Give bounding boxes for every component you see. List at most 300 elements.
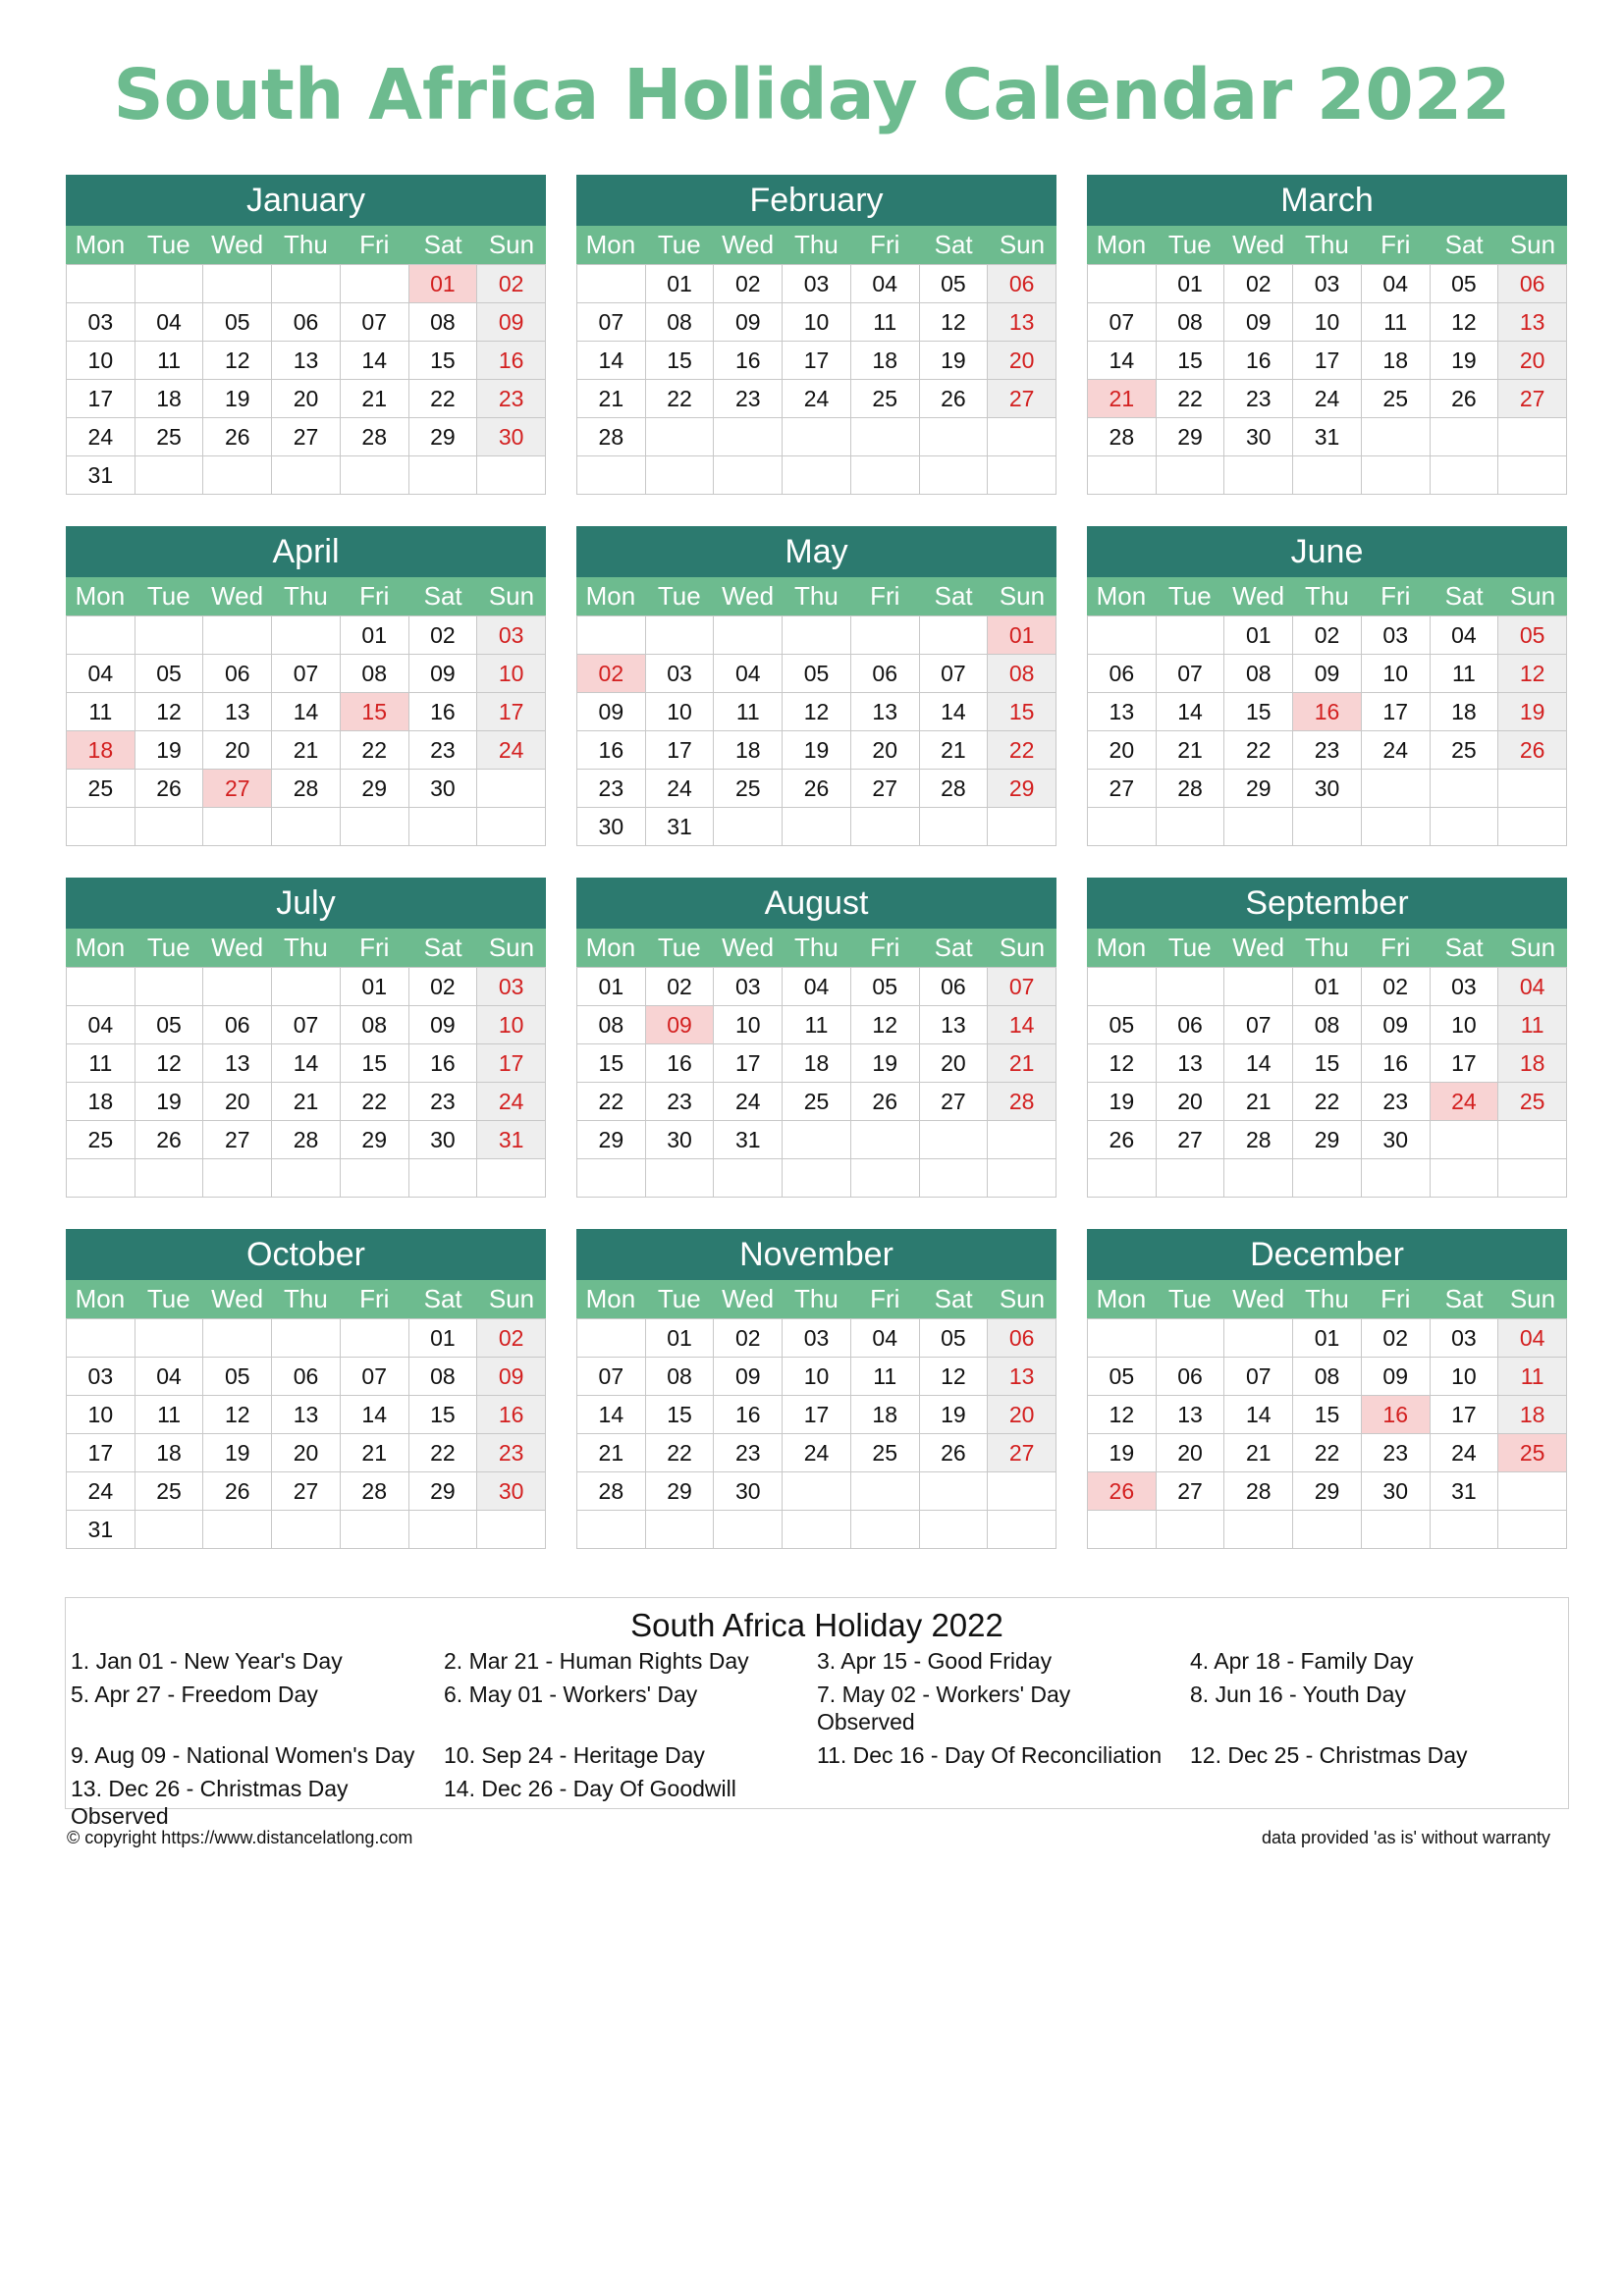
- day-cell: 09: [409, 655, 478, 693]
- day-cell: 14: [272, 1044, 341, 1083]
- empty-cell: [67, 1319, 135, 1358]
- day-cell: 08: [1293, 1006, 1362, 1044]
- weekday-header: [1087, 577, 1567, 615]
- day-cell: 09: [714, 303, 783, 342]
- empty-cell: [577, 616, 646, 655]
- day-cell: 07: [341, 1358, 409, 1396]
- day-cell: 16: [646, 1044, 715, 1083]
- month-title: January: [66, 175, 546, 226]
- day-cell: 15: [1224, 693, 1293, 731]
- weekday-label: Sat: [934, 581, 973, 611]
- day-cell: 01: [646, 1319, 715, 1358]
- weekday-label: Mon: [75, 230, 126, 259]
- empty-cell: [203, 456, 272, 495]
- day-cell: 17: [783, 342, 851, 380]
- day-cell: 14: [988, 1006, 1056, 1044]
- empty-cell: [135, 456, 204, 495]
- day-cell: 27: [272, 418, 341, 456]
- weekday-label: Thu: [284, 1284, 328, 1313]
- day-cell: 18: [851, 1396, 920, 1434]
- day-cell: 13: [988, 1358, 1056, 1396]
- day-cell: 21: [920, 731, 989, 770]
- empty-cell: [272, 1319, 341, 1358]
- empty-cell: [783, 1472, 851, 1511]
- day-cell: 16: [477, 1396, 546, 1434]
- weekday-label: Wed: [211, 581, 264, 611]
- weekday-label: Sat: [423, 933, 462, 962]
- day-cell: 09: [577, 693, 646, 731]
- day-cell: 02: [714, 265, 783, 303]
- day-cell: 08: [1224, 655, 1293, 693]
- day-cell: 16: [409, 693, 478, 731]
- day-cell: 17: [646, 731, 715, 770]
- day-cell: 07: [272, 655, 341, 693]
- empty-cell: [1498, 1511, 1567, 1549]
- month-title: December: [1087, 1229, 1567, 1280]
- day-cell: 14: [1157, 693, 1225, 731]
- weekday-label: Tue: [657, 933, 701, 962]
- day-cell: 28: [577, 418, 646, 456]
- day-cell: 23: [409, 1083, 478, 1121]
- day-cell: 28: [920, 770, 989, 808]
- empty-cell: [203, 968, 272, 1006]
- holiday-item: 8. Jun 16 - Youth Day: [1190, 1682, 1406, 1707]
- day-cell: 06: [1157, 1006, 1225, 1044]
- empty-cell: [203, 808, 272, 846]
- day-cell: 10: [1362, 655, 1431, 693]
- month-title: March: [1087, 175, 1567, 226]
- day-cell: 07: [272, 1006, 341, 1044]
- day-cell: 11: [1431, 655, 1499, 693]
- day-cell: 28: [1224, 1472, 1293, 1511]
- empty-cell: [409, 1511, 478, 1549]
- day-cell: 12: [920, 303, 989, 342]
- holiday-item: 9. Aug 09 - National Women's Day: [71, 1742, 415, 1768]
- day-cell: 11: [135, 1396, 204, 1434]
- weekday-header: [1087, 1280, 1567, 1318]
- day-cell: 26: [1498, 731, 1567, 770]
- empty-cell: [477, 770, 546, 808]
- empty-cell: [135, 1319, 204, 1358]
- weekday-label: Mon: [585, 230, 636, 259]
- holiday-day-cell: 27: [203, 770, 272, 808]
- empty-cell: [783, 1511, 851, 1549]
- day-cell: 22: [341, 731, 409, 770]
- day-cell: 25: [783, 1083, 851, 1121]
- day-cell: 18: [1431, 693, 1499, 731]
- day-cell: 01: [341, 968, 409, 1006]
- day-cell: 03: [1362, 616, 1431, 655]
- month-july: [66, 878, 546, 1203]
- empty-cell: [577, 1511, 646, 1549]
- day-cell: 02: [1224, 265, 1293, 303]
- day-cell: 08: [341, 655, 409, 693]
- day-cell: 18: [714, 731, 783, 770]
- day-cell: 27: [1088, 770, 1157, 808]
- empty-cell: [1431, 1511, 1499, 1549]
- holiday-day-cell: 18: [67, 731, 135, 770]
- empty-cell: [272, 616, 341, 655]
- day-cell: 14: [1224, 1044, 1293, 1083]
- day-cell: 14: [272, 693, 341, 731]
- day-cell: 10: [1431, 1358, 1499, 1396]
- day-cell: 18: [851, 342, 920, 380]
- weekday-header: [66, 929, 546, 967]
- day-cell: 07: [1157, 655, 1225, 693]
- empty-cell: [1157, 1511, 1225, 1549]
- empty-cell: [783, 808, 851, 846]
- day-cell: 21: [577, 1434, 646, 1472]
- weekday-header: [66, 226, 546, 264]
- day-cell: 08: [409, 1358, 478, 1396]
- weekday-label: Thu: [794, 581, 839, 611]
- day-cell: 23: [477, 1434, 546, 1472]
- day-cell: 29: [988, 770, 1056, 808]
- month-title: June: [1087, 526, 1567, 577]
- holiday-item: 11. Dec 16 - Day Of Reconciliation: [817, 1742, 1163, 1768]
- day-cell: 17: [1431, 1044, 1499, 1083]
- day-cell: 26: [1088, 1121, 1157, 1159]
- empty-cell: [783, 418, 851, 456]
- weekday-label: Sun: [1509, 581, 1556, 611]
- day-cell: 15: [409, 342, 478, 380]
- empty-cell: [1498, 1121, 1567, 1159]
- day-cell: 17: [1431, 1396, 1499, 1434]
- day-cell: 20: [988, 1396, 1056, 1434]
- day-cell: 15: [1293, 1044, 1362, 1083]
- day-cell: 11: [851, 1358, 920, 1396]
- holiday-list: [66, 1647, 1568, 1830]
- day-cell: 30: [714, 1472, 783, 1511]
- weekday-label: Wed: [1232, 230, 1285, 259]
- day-cell: 29: [341, 1121, 409, 1159]
- day-cell: 08: [577, 1006, 646, 1044]
- day-grid: [576, 615, 1056, 846]
- day-cell: 17: [783, 1396, 851, 1434]
- empty-cell: [646, 456, 715, 495]
- day-cell: 20: [988, 342, 1056, 380]
- day-cell: 10: [1431, 1006, 1499, 1044]
- weekday-label: Wed: [1232, 933, 1285, 962]
- day-cell: 03: [477, 616, 546, 655]
- empty-cell: [1293, 456, 1362, 495]
- weekday-label: Sun: [1509, 230, 1556, 259]
- day-cell: 26: [135, 1121, 204, 1159]
- day-cell: 21: [272, 731, 341, 770]
- empty-cell: [920, 1511, 989, 1549]
- weekday-header: [66, 1280, 546, 1318]
- empty-cell: [1362, 1159, 1431, 1198]
- empty-cell: [135, 968, 204, 1006]
- day-cell: 12: [203, 342, 272, 380]
- weekday-label: Wed: [1232, 1284, 1285, 1313]
- day-cell: 16: [477, 342, 546, 380]
- month-november: [576, 1229, 1056, 1555]
- weekday-label: Thu: [284, 230, 328, 259]
- empty-cell: [1157, 808, 1225, 846]
- empty-cell: [1293, 1159, 1362, 1198]
- day-cell: 13: [920, 1006, 989, 1044]
- day-cell: 10: [783, 303, 851, 342]
- month-title: April: [66, 526, 546, 577]
- empty-cell: [1362, 1511, 1431, 1549]
- day-cell: 28: [1224, 1121, 1293, 1159]
- day-cell: 22: [409, 380, 478, 418]
- day-cell: 28: [1088, 418, 1157, 456]
- day-cell: 01: [1293, 968, 1362, 1006]
- empty-cell: [577, 265, 646, 303]
- empty-cell: [1431, 456, 1499, 495]
- day-cell: 21: [1224, 1434, 1293, 1472]
- day-cell: 04: [1498, 968, 1567, 1006]
- empty-cell: [851, 808, 920, 846]
- weekday-label: Wed: [722, 1284, 775, 1313]
- day-cell: 16: [1362, 1044, 1431, 1083]
- empty-cell: [1088, 616, 1157, 655]
- weekday-label: Fri: [870, 230, 900, 259]
- month-title: July: [66, 878, 546, 929]
- day-cell: 20: [1498, 342, 1567, 380]
- empty-cell: [135, 265, 204, 303]
- empty-cell: [1157, 456, 1225, 495]
- day-cell: 29: [646, 1472, 715, 1511]
- day-cell: 10: [477, 1006, 546, 1044]
- empty-cell: [409, 808, 478, 846]
- day-cell: 11: [1498, 1006, 1567, 1044]
- day-cell: 29: [1293, 1121, 1362, 1159]
- day-cell: 26: [1431, 380, 1499, 418]
- weekday-label: Wed: [211, 1284, 264, 1313]
- holiday-item: 12. Dec 25 - Christmas Day: [1190, 1742, 1468, 1768]
- day-cell: 31: [1431, 1472, 1499, 1511]
- day-cell: 23: [1362, 1434, 1431, 1472]
- empty-cell: [783, 616, 851, 655]
- month-august: [576, 878, 1056, 1203]
- empty-cell: [783, 1159, 851, 1198]
- day-cell: 01: [1224, 616, 1293, 655]
- day-cell: 11: [714, 693, 783, 731]
- empty-cell: [851, 1511, 920, 1549]
- day-cell: 26: [203, 418, 272, 456]
- day-cell: 10: [67, 1396, 135, 1434]
- holiday-item: 13. Dec 26 - Christmas Day Observed: [71, 1776, 349, 1829]
- empty-cell: [920, 418, 989, 456]
- day-cell: 27: [1157, 1121, 1225, 1159]
- empty-cell: [988, 1511, 1056, 1549]
- day-cell: 12: [1088, 1396, 1157, 1434]
- weekday-label: Sat: [1444, 933, 1484, 962]
- weekday-label: Tue: [657, 581, 701, 611]
- day-cell: 28: [1157, 770, 1225, 808]
- day-cell: 22: [1293, 1434, 1362, 1472]
- month-title: August: [576, 878, 1056, 929]
- weekday-label: Mon: [585, 933, 636, 962]
- weekday-label: Sun: [488, 1284, 535, 1313]
- day-cell: 12: [783, 693, 851, 731]
- weekday-label: Tue: [1167, 1284, 1212, 1313]
- day-cell: 30: [409, 770, 478, 808]
- month-october: [66, 1229, 546, 1555]
- day-cell: 12: [1088, 1044, 1157, 1083]
- day-cell: 19: [1498, 693, 1567, 731]
- day-cell: 05: [135, 655, 204, 693]
- day-cell: 18: [1498, 1044, 1567, 1083]
- weekday-label: Mon: [75, 581, 126, 611]
- day-cell: 16: [577, 731, 646, 770]
- empty-cell: [1088, 1511, 1157, 1549]
- empty-cell: [920, 1472, 989, 1511]
- day-cell: 12: [135, 693, 204, 731]
- day-cell: 01: [646, 265, 715, 303]
- day-cell: 24: [477, 731, 546, 770]
- weekday-label: Sat: [1444, 581, 1484, 611]
- empty-cell: [1157, 616, 1225, 655]
- empty-cell: [851, 418, 920, 456]
- day-cell: 27: [203, 1121, 272, 1159]
- empty-cell: [1088, 1159, 1157, 1198]
- day-grid: [1087, 615, 1567, 846]
- month-title: May: [576, 526, 1056, 577]
- day-cell: 13: [1157, 1044, 1225, 1083]
- day-cell: 02: [1362, 968, 1431, 1006]
- day-grid: [576, 967, 1056, 1198]
- day-cell: 10: [646, 693, 715, 731]
- day-cell: 23: [1224, 380, 1293, 418]
- day-cell: 05: [203, 1358, 272, 1396]
- empty-cell: [714, 1159, 783, 1198]
- day-cell: 06: [1157, 1358, 1225, 1396]
- day-cell: 10: [67, 342, 135, 380]
- weekday-label: Mon: [1096, 933, 1147, 962]
- day-cell: 22: [409, 1434, 478, 1472]
- day-cell: 27: [1157, 1472, 1225, 1511]
- day-cell: 31: [67, 456, 135, 495]
- empty-cell: [714, 808, 783, 846]
- empty-cell: [341, 808, 409, 846]
- day-cell: 04: [1498, 1319, 1567, 1358]
- day-cell: 01: [1157, 265, 1225, 303]
- day-cell: 17: [1293, 342, 1362, 380]
- day-cell: 30: [477, 418, 546, 456]
- day-cell: 13: [1088, 693, 1157, 731]
- day-cell: 09: [477, 1358, 546, 1396]
- weekday-header: [576, 929, 1056, 967]
- holiday-day-cell: 01: [988, 616, 1056, 655]
- empty-cell: [851, 1159, 920, 1198]
- empty-cell: [67, 265, 135, 303]
- empty-cell: [1088, 1319, 1157, 1358]
- empty-cell: [1498, 1159, 1567, 1198]
- month-september: [1087, 878, 1567, 1203]
- day-cell: 13: [1157, 1396, 1225, 1434]
- day-cell: 14: [577, 342, 646, 380]
- weekday-label: Sun: [999, 581, 1046, 611]
- day-cell: 19: [135, 731, 204, 770]
- empty-cell: [1431, 1159, 1499, 1198]
- empty-cell: [988, 1472, 1056, 1511]
- day-cell: 23: [409, 731, 478, 770]
- day-cell: 07: [577, 303, 646, 342]
- day-cell: 05: [203, 303, 272, 342]
- day-cell: 19: [851, 1044, 920, 1083]
- day-cell: 09: [1293, 655, 1362, 693]
- day-grid: [1087, 967, 1567, 1198]
- empty-cell: [1362, 808, 1431, 846]
- holiday-item: 3. Apr 15 - Good Friday: [817, 1648, 1053, 1674]
- day-cell: 25: [67, 770, 135, 808]
- empty-cell: [203, 265, 272, 303]
- empty-cell: [1498, 456, 1567, 495]
- weekday-label: Tue: [1167, 581, 1212, 611]
- day-cell: 17: [67, 1434, 135, 1472]
- day-cell: 28: [341, 1472, 409, 1511]
- day-cell: 04: [714, 655, 783, 693]
- empty-cell: [1431, 1121, 1499, 1159]
- day-cell: 24: [783, 380, 851, 418]
- day-cell: 11: [1362, 303, 1431, 342]
- day-cell: 15: [646, 342, 715, 380]
- day-cell: 08: [646, 303, 715, 342]
- empty-cell: [1088, 456, 1157, 495]
- empty-cell: [203, 1159, 272, 1198]
- empty-cell: [988, 1121, 1056, 1159]
- day-cell: 30: [1224, 418, 1293, 456]
- day-cell: 29: [409, 418, 478, 456]
- empty-cell: [1224, 1319, 1293, 1358]
- weekday-header: [1087, 929, 1567, 967]
- empty-cell: [646, 418, 715, 456]
- day-cell: 30: [1293, 770, 1362, 808]
- empty-cell: [477, 1159, 546, 1198]
- day-cell: 07: [988, 968, 1056, 1006]
- day-cell: 14: [920, 693, 989, 731]
- day-grid: [1087, 1318, 1567, 1549]
- day-cell: 07: [1224, 1006, 1293, 1044]
- day-cell: 13: [988, 303, 1056, 342]
- weekday-label: Wed: [211, 230, 264, 259]
- weekday-label: Mon: [75, 1284, 126, 1313]
- day-cell: 19: [135, 1083, 204, 1121]
- empty-cell: [203, 1319, 272, 1358]
- month-march: [1087, 175, 1567, 501]
- day-cell: 06: [1498, 265, 1567, 303]
- day-cell: 22: [1224, 731, 1293, 770]
- day-cell: 02: [646, 968, 715, 1006]
- day-cell: 08: [1157, 303, 1225, 342]
- empty-cell: [1157, 1319, 1225, 1358]
- empty-cell: [920, 1121, 989, 1159]
- day-cell: 18: [783, 1044, 851, 1083]
- day-cell: 02: [477, 265, 546, 303]
- empty-cell: [920, 808, 989, 846]
- day-cell: 28: [272, 1121, 341, 1159]
- weekday-label: Fri: [359, 1284, 390, 1313]
- holiday-item: 2. Mar 21 - Human Rights Day: [444, 1648, 749, 1674]
- day-cell: 22: [646, 1434, 715, 1472]
- empty-cell: [341, 456, 409, 495]
- empty-cell: [577, 456, 646, 495]
- day-cell: 04: [783, 968, 851, 1006]
- empty-cell: [1224, 808, 1293, 846]
- day-cell: 04: [67, 655, 135, 693]
- weekday-label: Mon: [1096, 230, 1147, 259]
- empty-cell: [988, 808, 1056, 846]
- empty-cell: [1362, 456, 1431, 495]
- weekday-label: Thu: [1305, 933, 1349, 962]
- day-cell: 19: [783, 731, 851, 770]
- day-cell: 14: [577, 1396, 646, 1434]
- day-cell: 08: [1293, 1358, 1362, 1396]
